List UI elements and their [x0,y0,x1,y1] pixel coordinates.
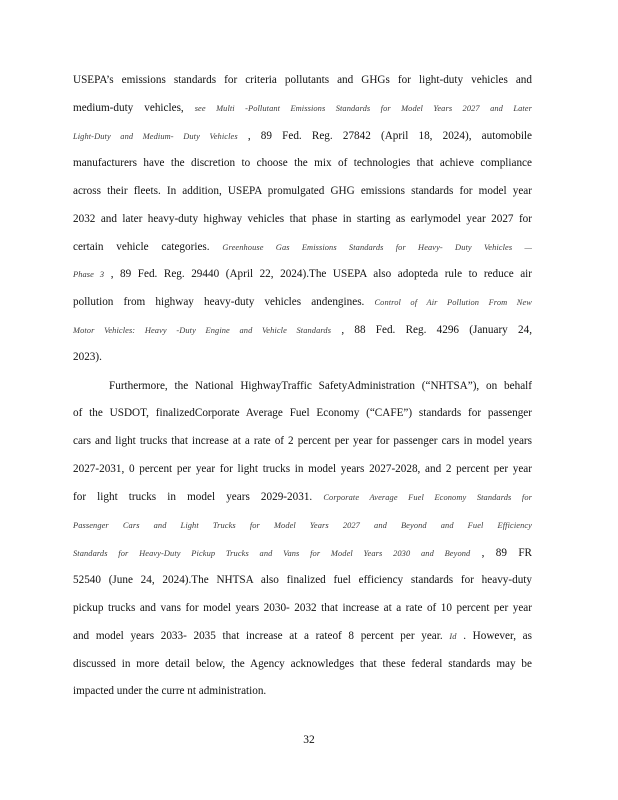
text-line [73,433,532,449]
text-line [73,322,532,338]
citation-text: Standards for Heavy-Duty Pickup Trucks and Vans for Model Years 2030 and Beyond [73,549,471,558]
text-line [73,517,532,533]
text-line [73,294,532,310]
text-line [73,628,532,644]
line-text: manufacturers have the discretion to choose the mix of technologies that achieve compliance [73,157,532,169]
page-number: 32 [303,734,315,746]
citation-text: Light-Duty and Medium- Duty Vehicles [73,132,238,141]
line-text: pickup trucks and vans for model years 2030- 2032 that increase at a rate of 10 percent per year [73,602,532,614]
citation-text: Id [449,632,457,641]
line-text: across their fleets. In addition, USEPA promulgated GHG emissions standards for model year [73,185,532,197]
text-line [73,349,532,365]
text-line [109,378,532,394]
text-line [73,545,532,561]
line-text: pollution from highway heavy-duty vehicles andengines. [73,296,375,308]
text-line [73,405,532,421]
line-text: , 89 FR [470,547,532,559]
text-line [73,72,532,88]
text-line [73,211,532,227]
text-line [73,683,532,699]
text-line [73,489,532,505]
text-line [73,461,532,477]
line-text: of the USDOT, finalizedCorporate Average Fuel Economy (“CAFE”) standards for passenger [73,407,532,419]
citation-text: Corporate Average Fuel Economy Standards for [323,493,532,502]
text-line [73,128,532,144]
text-line [73,100,532,116]
line-text: certain vehicle categories. [73,241,223,253]
citation-text: Greenhouse Gas Emissions Standards for Heavy- Duty Vehicles — [222,243,532,252]
line-text: discussed in more detail below, the Agency acknowledges that these federal standards may be [73,658,532,670]
citation-text: see Multi -Pollutant Emissions Standards for Model Years 2027 and Later [194,104,532,113]
line-text: 2027-2031, 0 percent per year for light trucks in model years 2027-2028, and 2 percent per year [73,463,532,475]
line-text: 2023). [73,351,102,363]
line-text: for light trucks in model years 2029-2031. [73,491,324,503]
line-text: cars and light trucks that increase at a rate of 2 percent per year for passenger cars in model years [73,435,532,447]
text-line [73,600,532,616]
citation-text: Motor Vehicles: Heavy -Duty Engine and Vehicle Standards [73,326,332,335]
citation-text: Phase 3 [73,270,105,279]
citation-text: Control of Air Pollution From New [374,298,532,307]
line-text: 2032 and later heavy-duty highway vehicles that phase in starting as earlymodel year 2027 for [73,213,532,225]
line-text: USEPA’s emissions standards for criteria pollutants and GHGs for light-duty vehicles and [73,74,532,86]
text-line [73,266,532,282]
line-text: and model years 2033- 2035 that increase at a rateof 8 percent per year. [73,630,450,642]
line-text: , 88 Fed. Reg. 4296 (January 24, [331,324,532,336]
line-text: Furthermore, the National HighwayTraffic SafetyAdministration (“NHTSA”), on behalf [109,380,532,392]
text-line [73,183,532,199]
line-text: medium-duty vehicles, [73,102,195,114]
text-line [73,155,532,171]
text-line [73,572,532,588]
line-text: , 89 Fed. Reg. 27842 (April 18, 2024), automobile [237,130,532,142]
text-line [73,239,532,255]
citation-text: Passenger Cars and Light Trucks for Model Years 2027 and Beyond and Fuel Efficiency [73,521,532,530]
line-text: 52540 (June 24, 2024).The NHTSA also finalized fuel efficiency standards for heavy-duty [73,574,532,586]
line-text: . However, as [456,630,533,642]
text-line [73,656,532,672]
line-text: impacted under the curre nt administration. [73,685,267,697]
line-text: , 89 Fed. Reg. 29440 (April 22, 2024).The USEPA also adopteda rule to reduce air [104,268,532,280]
